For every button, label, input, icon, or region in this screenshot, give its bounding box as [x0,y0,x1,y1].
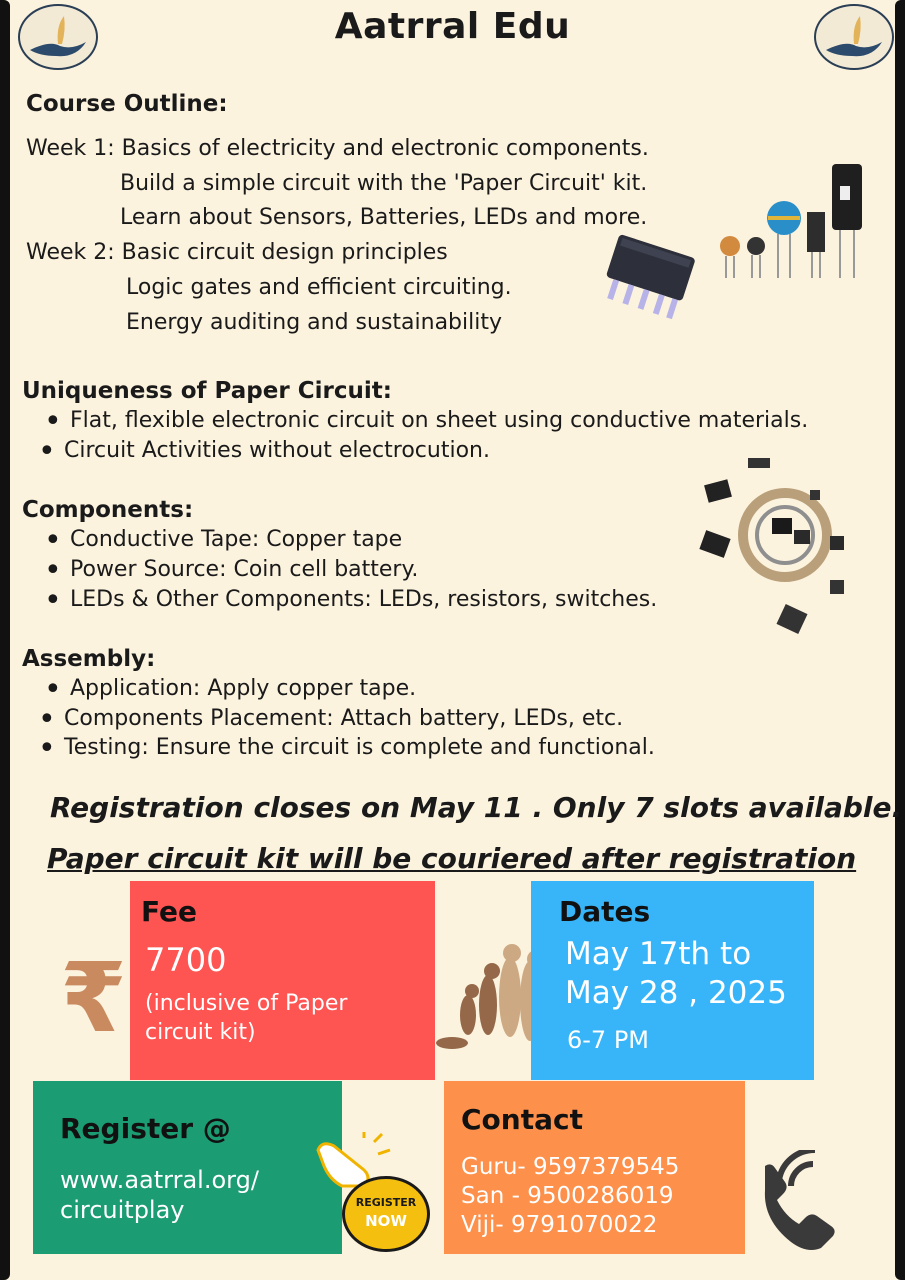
dates-title: Dates [559,895,651,928]
dates-range-start: May 17th to [565,936,752,972]
components-item: • Conductive Tape: Copper tape [70,527,402,552]
components-heading: Components: [22,497,194,523]
assembly-item: • Application: Apply copper tape. [70,676,416,701]
fee-box [130,881,435,1080]
register-now-label: NOW [365,1212,407,1230]
uniqueness-item: • Flat, flexible electronic circuit on sheet using conductive materials. [70,408,808,433]
register-box [33,1081,342,1254]
left-edge-decoration [0,0,10,1280]
components-item: • Power Source: Coin cell battery. [70,557,418,582]
kit-courier-banner: Paper circuit kit will be couriered after registration [47,842,857,875]
uniqueness-item: • Circuit Activities without electrocution. [64,438,490,463]
registration-deadline-banner: Registration closes on May 11 . Only 7 slots available. [50,791,903,824]
outline-line: Week 1: Basics of electricity and electronic components. [26,136,649,161]
components-item: • LEDs & Other Components: LEDs, resistors, switches. [70,587,657,612]
dates-time: 6-7 PM [567,1026,650,1054]
circuit-parts-illustration [690,450,860,640]
contact-line[interactable]: Guru- 9597379545 [461,1154,680,1180]
contact-title: Contact [461,1103,583,1136]
fee-amount: 7700 [145,941,227,979]
assembly-heading: Assembly: [22,646,156,672]
phone-icon [745,1150,855,1255]
outline-line: Energy auditing and sustainability [126,310,502,335]
course-outline-heading: Course Outline: [26,91,228,117]
outline-line: Logic gates and efficient circuiting. [126,275,512,300]
fee-title: Fee [141,895,197,928]
contact-line[interactable]: San - 9500286019 [461,1183,674,1209]
register-now-button[interactable] [342,1176,430,1252]
register-title: Register @ [60,1112,231,1145]
outline-line: Learn about Sensors, Batteries, LEDs and more. [120,205,648,230]
fee-note: circuit kit) [145,1020,256,1045]
fee-note: (inclusive of Paper [145,991,348,1016]
contact-line[interactable]: Viji- 9791070022 [461,1212,658,1238]
assembly-item: • Components Placement: Attach battery, LEDs, etc. [64,706,623,731]
outline-line: Build a simple circuit with the 'Paper Circuit' kit. [120,171,648,196]
right-edge-decoration [895,0,905,1280]
rupee-icon: ₹ [60,942,127,1054]
register-url[interactable]: circuitplay [60,1196,185,1224]
dates-box [531,881,814,1080]
electronic-components-illustration [590,160,880,330]
register-now-label: REGISTER [355,1196,417,1209]
page-title: Aatrral Edu [334,6,571,47]
assembly-item: • Testing: Ensure the circuit is complete and functional. [64,735,655,760]
uniqueness-heading: Uniqueness of Paper Circuit: [22,378,392,404]
outline-line: Week 2: Basic circuit design principles [26,240,448,265]
contact-box [444,1081,745,1254]
dates-range-end: May 28 , 2025 [565,975,787,1011]
register-url[interactable]: www.aatrral.org/ [60,1166,259,1194]
